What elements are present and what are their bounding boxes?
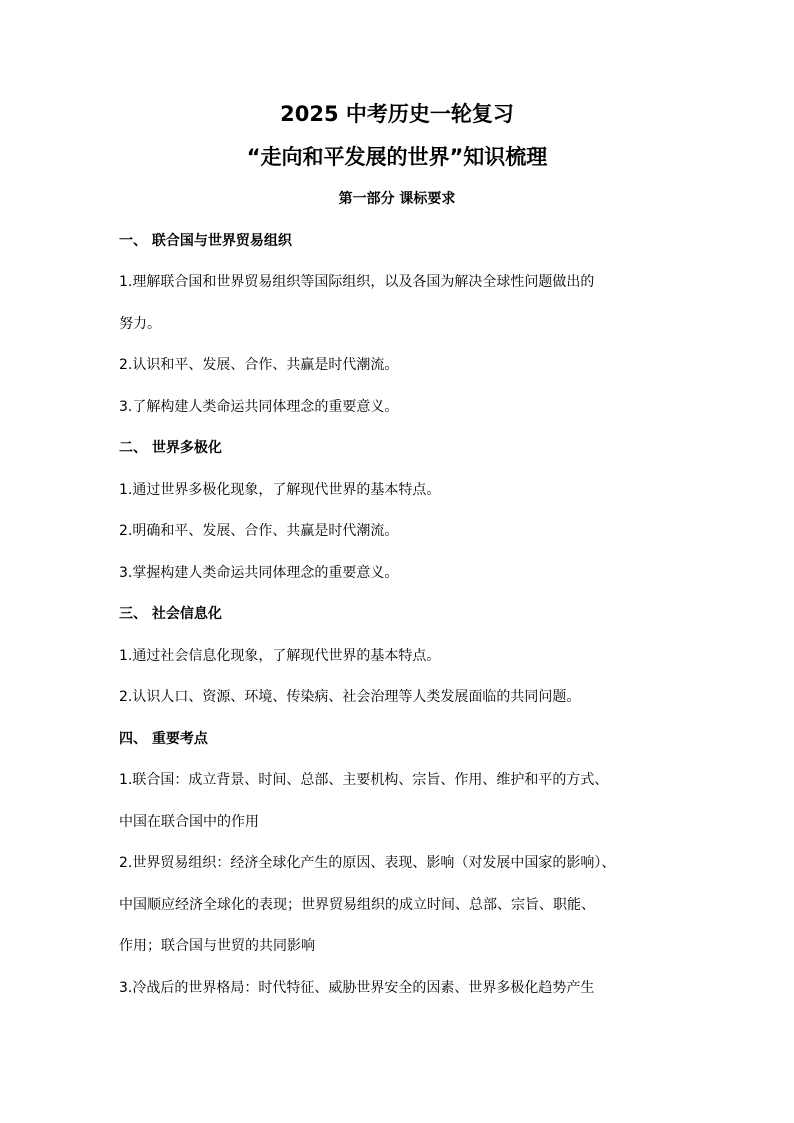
section-heading: 一、 联合国与世界贸易组织 <box>119 233 292 249</box>
part-heading: 第一部分 课标要求 <box>338 191 456 207</box>
body-line: 1.通过社会信息化现象，了解现代世界的基本特点。 <box>119 648 441 664</box>
body-line: 2.认识人口、资源、环境、传染病、社会治理等人类发展面临的共同问题。 <box>119 689 581 705</box>
body-line: 1.理解联合国和世界贸易组织等国际组织，以及各国为解决全球性问题做出的 <box>119 274 595 290</box>
body-line: 3.冷战后的世界格局：时代特征、威胁世界安全的因素、世界多极化趋势产生 <box>119 980 595 996</box>
section-heading: 三、 社会信息化 <box>119 606 222 622</box>
body-line: 中国在联合国中的作用 <box>119 814 259 830</box>
body-line: 中国顺应经济全球化的表现；世界贸易组织的成立时间、总部、宗旨、职能、 <box>119 897 595 913</box>
body-line: 3.掌握构建人类命运共同体理念的重要意义。 <box>119 565 399 581</box>
body-line: 作用；联合国与世贸的共同影响 <box>119 938 315 954</box>
section-heading: 四、 重要考点 <box>119 731 208 747</box>
document-title-line-2: “走向和平发展的世界”知识梳理 <box>246 145 548 169</box>
body-line: 努力。 <box>119 316 161 332</box>
section-heading: 二、 世界多极化 <box>119 440 222 456</box>
body-line: 2.明确和平、发展、合作、共赢是时代潮流。 <box>119 523 399 539</box>
document-title-line-1: 2025 中考历史一轮复习 <box>280 102 514 126</box>
body-line: 1.通过世界多极化现象，了解现代世界的基本特点。 <box>119 482 441 498</box>
body-line: 1.联合国：成立背景、时间、总部、主要机构、宗旨、作用、维护和平的方式、 <box>119 772 609 788</box>
body-line: 2.世界贸易组织：经济全球化产生的原因、表现、影响（对发展中国家的影响）、 <box>119 855 616 871</box>
body-line: 3.了解构建人类命运共同体理念的重要意义。 <box>119 399 399 415</box>
body-line: 2.认识和平、发展、合作、共赢是时代潮流。 <box>119 357 399 373</box>
